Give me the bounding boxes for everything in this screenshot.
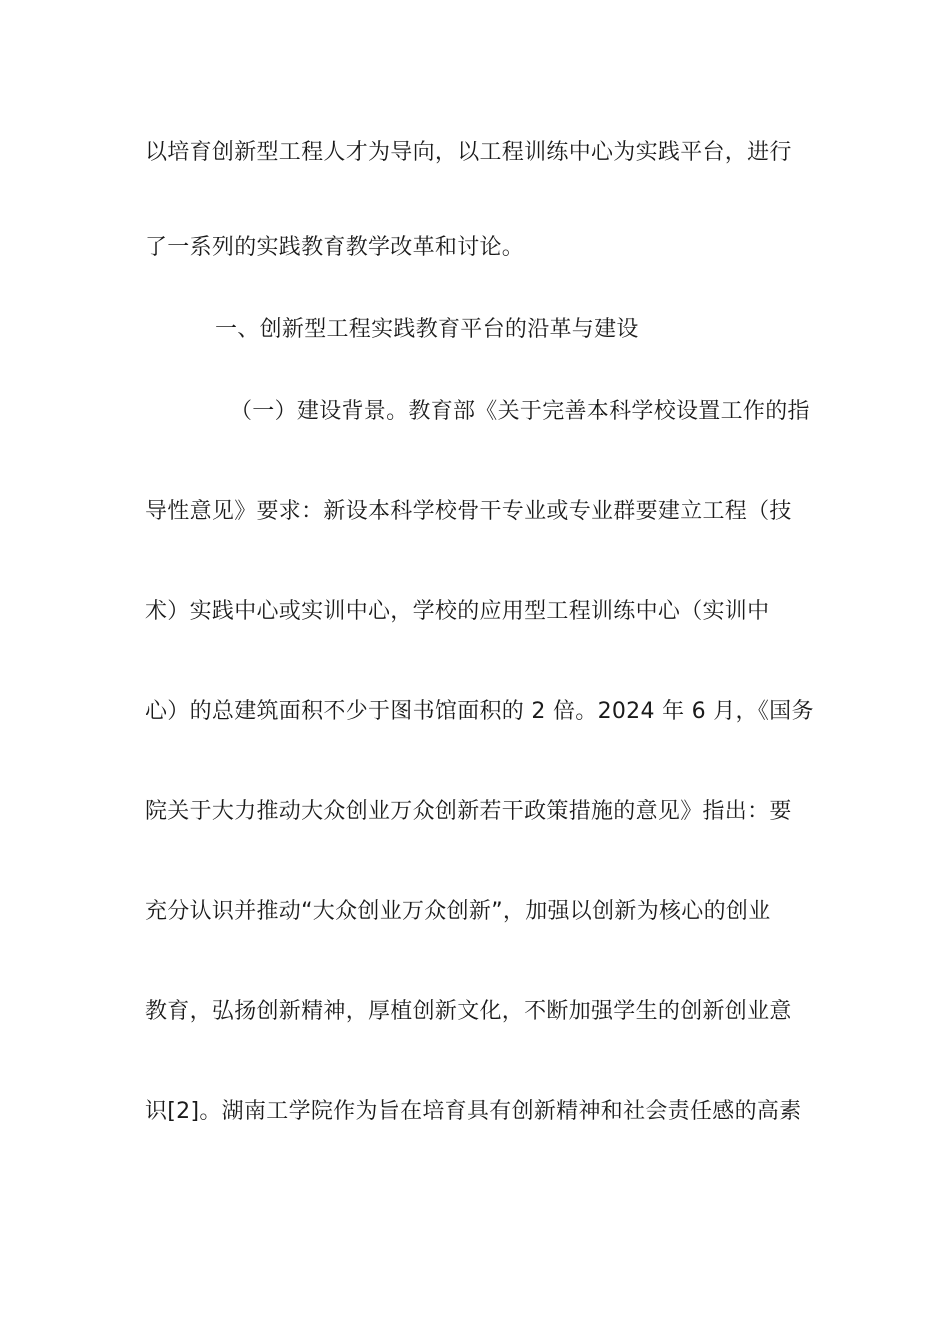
paragraph-line: 教育，弘扬创新精神，厚植创新文化，不断加强学生的创新创业意 xyxy=(145,999,792,1024)
paragraph-line: 识[2]。湖南工学院作为旨在培育具有创新精神和社会责任感的高素 xyxy=(145,1099,802,1124)
paragraph-line: 以培育创新型工程人才为导向，以工程训练中心为实践平台，进行 xyxy=(145,140,792,165)
paragraph-line: 心）的总建筑面积不少于图书馆面积的 2 倍。2024 年 6 月，《国务 xyxy=(145,699,814,724)
paragraph-line: 导性意见》要求：新设本科学校骨干专业或专业群要建立工程（技 xyxy=(145,499,792,524)
paragraph-line: 院关于大力推动大众创业万众创新若干政策措施的意见》指出：要 xyxy=(145,799,792,824)
paragraph-line: 术）实践中心或实训中心，学校的应用型工程训练中心（实训中 xyxy=(145,599,770,624)
paragraph-line: 充分认识并推动“大众创业万众创新”，加强以创新为核心的创业 xyxy=(145,899,771,924)
section-heading: 一、创新型工程实践教育平台的沿革与建设 xyxy=(215,317,639,342)
paragraph-line: 了一系列的实践教育教学改革和讨论。 xyxy=(145,235,525,260)
subsection-heading-line: （一）建设背景。教育部《关于完善本科学校设置工作的指 xyxy=(230,399,810,424)
